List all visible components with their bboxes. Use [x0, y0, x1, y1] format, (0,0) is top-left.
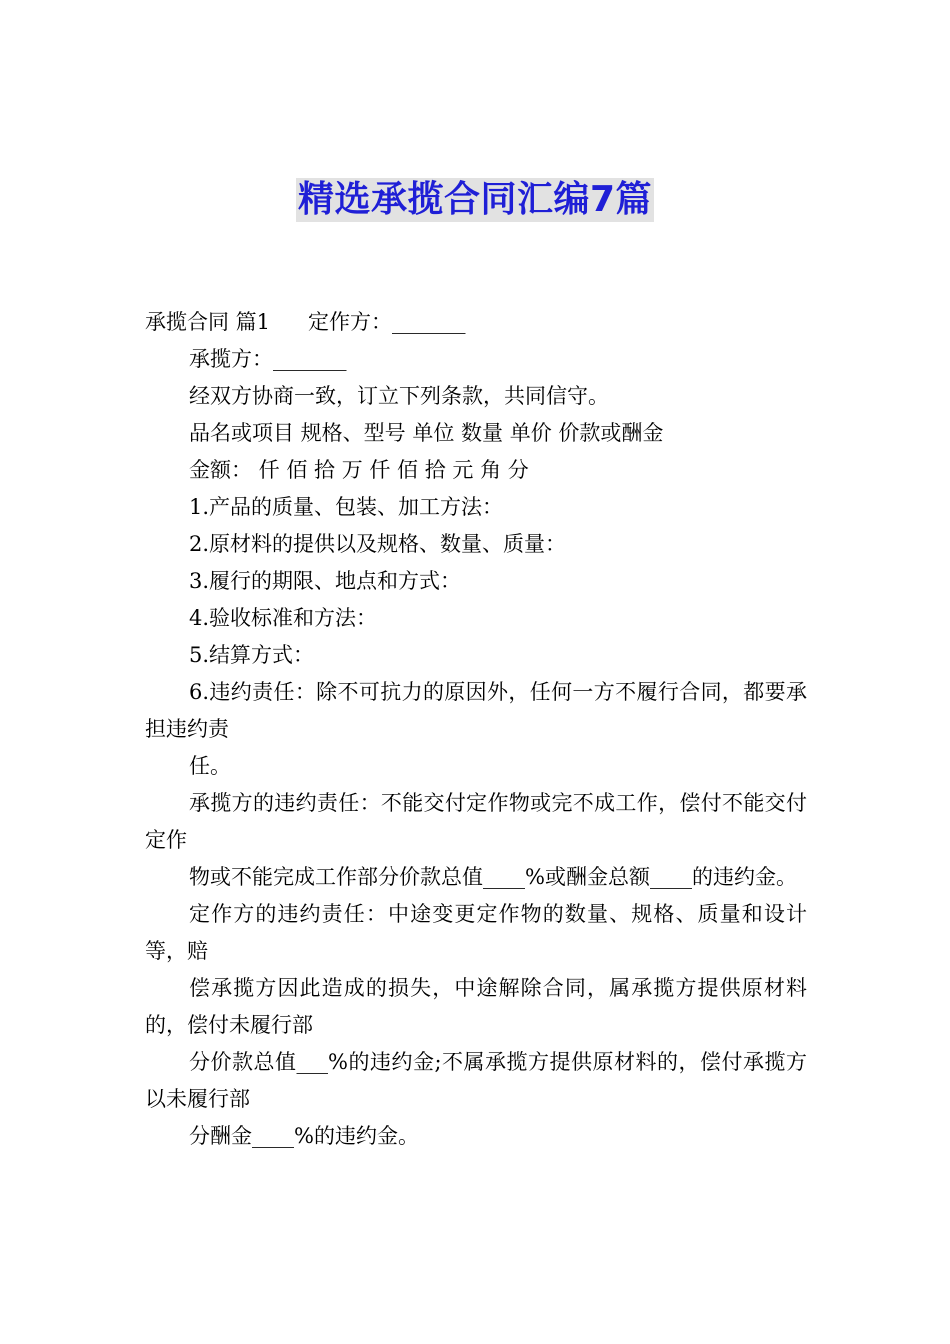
clause-6-continuation: 任。: [189, 754, 231, 778]
agreement-paragraph: 经双方协商一致，订立下列条款，共同信守。: [189, 384, 609, 408]
header-line: [145, 304, 807, 341]
client-liability-continuation-3: 分酬金____%的违约金。: [189, 1124, 419, 1148]
contractor-party-line: 承揽方：_______: [189, 347, 347, 371]
document-body: [145, 304, 807, 1155]
clause-2: 2.原材料的提供以及规格、数量、质量：: [189, 532, 567, 556]
client-party-line: 定作方：_______: [308, 310, 466, 334]
item-columns-line: 品名或项目 规格、型号 单位 数量 单价 价款或酬金: [189, 421, 664, 445]
document-title: 精选承揽合同汇编7篇: [297, 179, 653, 220]
clause-5: 5.结算方式：: [189, 643, 315, 667]
amount-line: 金额： 仟 佰 拾 万 仟 佰 拾 元 角 分: [189, 458, 529, 482]
contractor-liability-continuation: 物或不能完成工作部分价款总值____%或酬金总额____的违约金。: [189, 865, 797, 889]
client-liability-continuation-1: 偿承揽方因此造成的损失，中途解除合同，属承揽方提供原材料的，偿付未履行部: [145, 976, 807, 1037]
title-container: [0, 178, 950, 222]
client-liability: 定作方的违约责任：中途变更定作物的数量、规格、质量和设计等，赔: [145, 902, 807, 963]
client-liability-continuation-2: 分价款总值___%的违约金;不属承揽方提供原材料的，偿付承揽方以未履行部: [145, 1050, 807, 1111]
clause-4: 4.验收标准和方法：: [189, 606, 378, 630]
clause-3: 3.履行的期限、地点和方式：: [189, 569, 462, 593]
clause-1: 1.产品的质量、包装、加工方法：: [189, 495, 504, 519]
contract-heading: 承揽合同 篇1: [145, 310, 271, 334]
clause-6: 6.违约责任：除不可抗力的原因外，任何一方不履行合同，都要承担违约责: [145, 680, 807, 741]
contractor-liability: 承揽方的违约责任：不能交付定作物或完不成工作，偿付不能交付定作: [145, 791, 807, 852]
